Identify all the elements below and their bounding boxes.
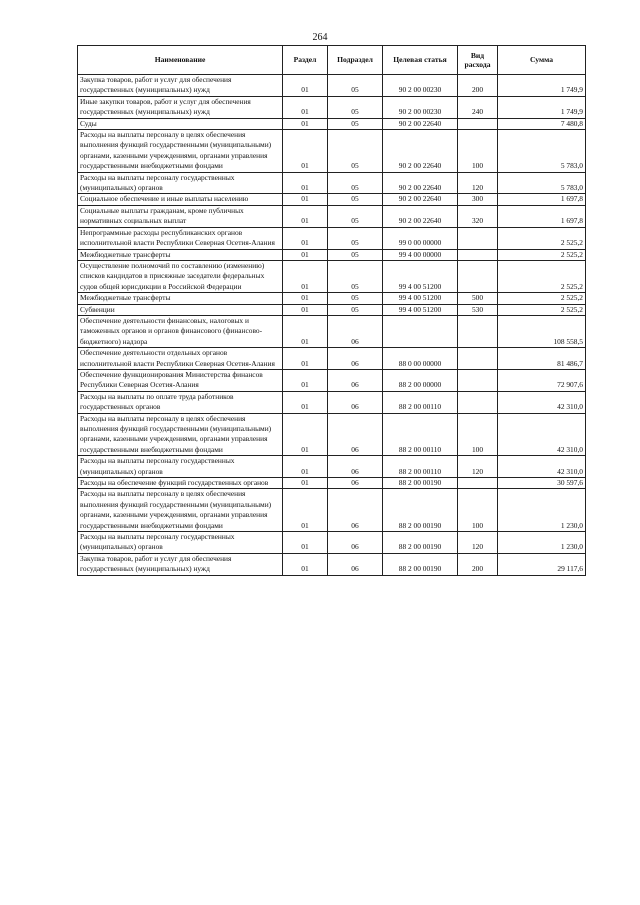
cell-razdel: 01 [283, 260, 328, 292]
cell-podrazdel: 05 [328, 130, 383, 173]
cell-razdel: 01 [283, 194, 328, 205]
cell-statya: 90 2 00 22640 [383, 172, 458, 194]
cell-podrazdel: 06 [328, 489, 383, 532]
cell-razdel: 01 [283, 532, 328, 554]
cell-statya: 99 4 00 51200 [383, 260, 458, 292]
cell-statya: 99 4 00 51200 [383, 304, 458, 315]
cell-razdel: 01 [283, 205, 328, 227]
cell-vid: 120 [458, 532, 498, 554]
cell-summa: 42 310,0 [498, 391, 586, 413]
cell-statya: 99 4 00 00000 [383, 249, 458, 260]
cell-name: Расходы на выплаты персоналу государственных (муниципальных) органов [78, 172, 283, 194]
cell-razdel: 01 [283, 391, 328, 413]
table-row [78, 130, 586, 173]
table-row [78, 456, 586, 478]
cell-razdel: 01 [283, 478, 328, 489]
cell-statya: 90 2 00 22640 [383, 194, 458, 205]
table-row [78, 75, 586, 97]
cell-podrazdel: 06 [328, 456, 383, 478]
cell-podrazdel: 06 [328, 532, 383, 554]
cell-statya: 99 0 00 00000 [383, 227, 458, 249]
cell-razdel: 01 [283, 75, 328, 97]
column-header-podrazdel: Подраздел [328, 46, 383, 75]
cell-name: Обеспечение деятельности отдельных органов исполнительной власти Республики Северная Осетия-Алания [78, 348, 283, 370]
cell-statya: 90 2 00 00230 [383, 96, 458, 118]
cell-name: Межбюджетные трансферты [78, 293, 283, 304]
cell-razdel: 01 [283, 293, 328, 304]
table-row [78, 532, 586, 554]
table-row [78, 489, 586, 532]
cell-vid [458, 391, 498, 413]
table-row [78, 478, 586, 489]
column-header-statya: Целевая статья [383, 46, 458, 75]
cell-name: Расходы на выплаты персоналу в целях обеспечения выполнения функций государственными (муниципальными) органами, казенными учреждениями, органами управления государственными внебюджетными фондами [78, 489, 283, 532]
cell-name: Закупка товаров, работ и услуг для обеспечения государственных (муниципальных) нужд [78, 75, 283, 97]
cell-podrazdel: 05 [328, 260, 383, 292]
cell-name: Расходы на выплаты по оплате труда работников государственных органов [78, 391, 283, 413]
table-row [78, 194, 586, 205]
cell-statya: 88 0 00 00000 [383, 348, 458, 370]
cell-summa: 1 749,9 [498, 75, 586, 97]
cell-razdel: 01 [283, 118, 328, 129]
cell-razdel: 01 [283, 369, 328, 391]
cell-name: Социальное обеспечение и иные выплаты населению [78, 194, 283, 205]
cell-podrazdel: 05 [328, 75, 383, 97]
cell-summa: 5 783,0 [498, 130, 586, 173]
cell-statya: 90 2 00 22640 [383, 130, 458, 173]
cell-name: Межбюджетные трансферты [78, 249, 283, 260]
cell-summa: 42 310,0 [498, 413, 586, 456]
cell-vid [458, 227, 498, 249]
cell-statya: 88 2 00 00110 [383, 391, 458, 413]
cell-name: Обеспечение функционирования Министерства финансов Республики Северная Осетия-Алания [78, 369, 283, 391]
cell-razdel: 01 [283, 96, 328, 118]
cell-vid [458, 260, 498, 292]
cell-name: Расходы на выплаты персоналу государственных (муниципальных) органов [78, 532, 283, 554]
cell-statya: 90 2 00 00230 [383, 75, 458, 97]
cell-summa: 2 525,2 [498, 304, 586, 315]
column-header-summa: Сумма [498, 46, 586, 75]
cell-podrazdel: 05 [328, 205, 383, 227]
cell-summa: 2 525,2 [498, 249, 586, 260]
cell-summa: 1 230,0 [498, 532, 586, 554]
cell-vid [458, 315, 498, 347]
cell-razdel: 01 [283, 130, 328, 173]
cell-statya: 88 2 00 00000 [383, 369, 458, 391]
cell-podrazdel: 05 [328, 293, 383, 304]
cell-razdel: 01 [283, 456, 328, 478]
table-row [78, 172, 586, 194]
table-body [78, 75, 586, 576]
cell-name: Расходы на обеспечение функций государственных органов [78, 478, 283, 489]
cell-statya: 88 2 00 00190 [383, 489, 458, 532]
cell-summa: 108 558,5 [498, 315, 586, 347]
cell-summa: 5 783,0 [498, 172, 586, 194]
cell-vid [458, 348, 498, 370]
cell-name: Расходы на выплаты персоналу в целях обеспечения выполнения функций государственными (муниципальными) органами, казенными учреждениями, органами управления государственными внебюджетными фондами [78, 130, 283, 173]
table-row [78, 249, 586, 260]
cell-summa: 1 749,9 [498, 96, 586, 118]
cell-vid: 500 [458, 293, 498, 304]
cell-statya: 88 2 00 00190 [383, 553, 458, 575]
cell-name: Суды [78, 118, 283, 129]
cell-podrazdel: 05 [328, 194, 383, 205]
cell-vid: 300 [458, 194, 498, 205]
table-row [78, 227, 586, 249]
cell-summa: 42 310,0 [498, 456, 586, 478]
column-header-name: Наименование [78, 46, 283, 75]
cell-name: Субвенции [78, 304, 283, 315]
column-header-vid: Вид расхода [458, 46, 498, 75]
cell-vid [458, 369, 498, 391]
cell-summa: 2 525,2 [498, 260, 586, 292]
cell-summa: 30 597,6 [498, 478, 586, 489]
cell-statya: 88 2 00 00110 [383, 456, 458, 478]
budget-table [77, 45, 586, 576]
cell-vid: 120 [458, 172, 498, 194]
cell-razdel: 01 [283, 348, 328, 370]
cell-vid: 320 [458, 205, 498, 227]
cell-podrazdel: 05 [328, 304, 383, 315]
table-row [78, 348, 586, 370]
cell-vid [458, 478, 498, 489]
cell-name: Непрограммные расходы республиканских органов исполнительной власти Республики Северная Осетия-Алания [78, 227, 283, 249]
cell-summa: 72 907,6 [498, 369, 586, 391]
cell-vid: 100 [458, 489, 498, 532]
cell-podrazdel: 05 [328, 172, 383, 194]
cell-razdel: 01 [283, 172, 328, 194]
cell-vid: 240 [458, 96, 498, 118]
cell-summa: 81 486,7 [498, 348, 586, 370]
cell-statya: 99 4 00 51200 [383, 293, 458, 304]
cell-name: Обеспечение деятельности финансовых, налоговых и таможенных органов и органов финансового (финансово-бюджетного) надзора [78, 315, 283, 347]
cell-podrazdel: 05 [328, 249, 383, 260]
cell-vid: 200 [458, 75, 498, 97]
cell-podrazdel: 06 [328, 391, 383, 413]
cell-razdel: 01 [283, 413, 328, 456]
cell-name: Осуществление полномочий по составлению (изменению) списков кандидатов в присяжные заседатели федеральных судов общей юрисдикции в Российской Федерации [78, 260, 283, 292]
cell-vid: 200 [458, 553, 498, 575]
table-row [78, 391, 586, 413]
cell-summa: 1 697,8 [498, 194, 586, 205]
cell-razdel: 01 [283, 489, 328, 532]
cell-summa: 1 697,8 [498, 205, 586, 227]
cell-summa: 1 230,0 [498, 489, 586, 532]
cell-razdel: 01 [283, 304, 328, 315]
cell-vid: 120 [458, 456, 498, 478]
cell-name: Расходы на выплаты персоналу в целях обеспечения выполнения функций государственными (муниципальными) органами, казенными учреждениями, органами управления государственными внебюджетными фондами [78, 413, 283, 456]
cell-name: Закупка товаров, работ и услуг для обеспечения государственных (муниципальных) нужд [78, 553, 283, 575]
cell-razdel: 01 [283, 227, 328, 249]
cell-vid: 530 [458, 304, 498, 315]
table-row [78, 413, 586, 456]
cell-statya: 90 2 00 22640 [383, 205, 458, 227]
cell-summa: 2 525,2 [498, 293, 586, 304]
cell-razdel: 01 [283, 315, 328, 347]
cell-podrazdel: 06 [328, 348, 383, 370]
cell-statya: 90 2 00 22640 [383, 118, 458, 129]
table-row [78, 553, 586, 575]
cell-name: Социальные выплаты гражданам, кроме публичных нормативных социальных выплат [78, 205, 283, 227]
cell-statya: 88 2 00 00190 [383, 478, 458, 489]
cell-summa: 7 480,8 [498, 118, 586, 129]
cell-podrazdel: 05 [328, 118, 383, 129]
cell-vid [458, 118, 498, 129]
table-row [78, 118, 586, 129]
table-row [78, 369, 586, 391]
cell-podrazdel: 05 [328, 96, 383, 118]
cell-vid [458, 249, 498, 260]
cell-statya: 88 2 00 00190 [383, 532, 458, 554]
cell-name: Расходы на выплаты персоналу государственных (муниципальных) органов [78, 456, 283, 478]
cell-summa: 29 117,6 [498, 553, 586, 575]
cell-statya [383, 315, 458, 347]
cell-summa: 2 525,2 [498, 227, 586, 249]
cell-vid: 100 [458, 413, 498, 456]
table-row [78, 315, 586, 347]
table-row [78, 205, 586, 227]
cell-razdel: 01 [283, 249, 328, 260]
cell-vid: 100 [458, 130, 498, 173]
cell-podrazdel: 06 [328, 553, 383, 575]
cell-podrazdel: 05 [328, 227, 383, 249]
cell-podrazdel: 06 [328, 478, 383, 489]
table-row [78, 293, 586, 304]
table-header-row [78, 46, 586, 75]
cell-podrazdel: 06 [328, 315, 383, 347]
column-header-razdel: Раздел [283, 46, 328, 75]
cell-podrazdel: 06 [328, 413, 383, 456]
cell-podrazdel: 06 [328, 369, 383, 391]
cell-statya: 88 2 00 00110 [383, 413, 458, 456]
cell-name: Иные закупки товаров, работ и услуг для обеспечения государственных (муниципальных) нужд [78, 96, 283, 118]
page-number: 264 [312, 32, 328, 43]
table-row [78, 96, 586, 118]
cell-razdel: 01 [283, 553, 328, 575]
table-row [78, 304, 586, 315]
table-row [78, 260, 586, 292]
